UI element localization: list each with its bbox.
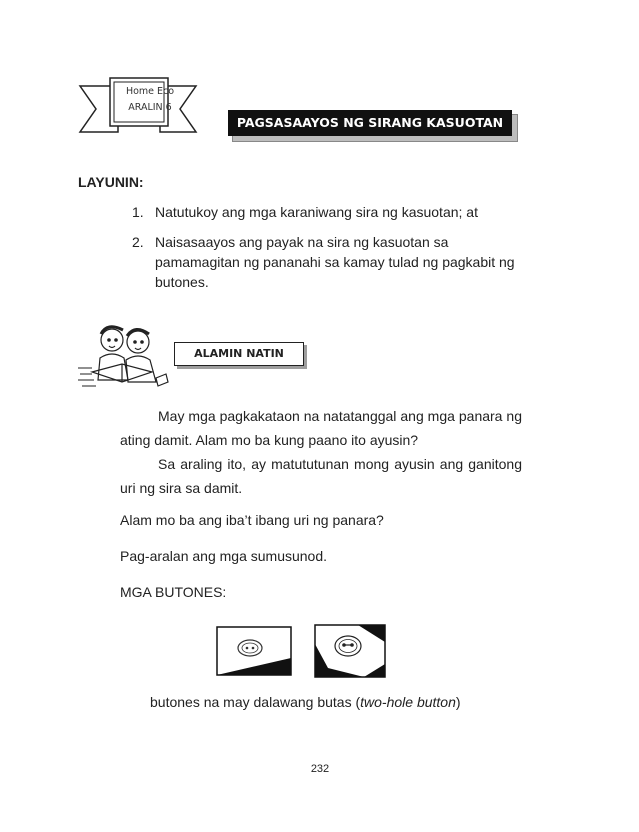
paragraph-instruction: Pag-aralan ang mga sumusunod. [120, 548, 328, 564]
caption-text: butones na may dalawang butas ( [150, 694, 361, 710]
button-caption [150, 694, 461, 710]
section-label-alamin-natin: ALAMIN NATIN [174, 342, 304, 366]
ribbon-subject: Home Eco [125, 86, 175, 97]
paragraph-lesson: Sa araling ito, ay matututunan mong ayusin ang ganitong uri ng sira sa damit. [120, 456, 522, 496]
paragraph-intro: May mga pagkakataon na natatanggal ang mga panara ng ating damit. Alam mo ba kung paano ito ayusin? [120, 408, 522, 448]
objective-number: 2. [132, 234, 144, 250]
objectives-heading: LAYUNIN: [78, 174, 144, 190]
two-hole-button-front-image [216, 626, 292, 676]
children-reading-illustration [76, 318, 170, 392]
subheading-butones: MGA BUTONES: [120, 584, 227, 600]
two-hole-button-sewn-image [314, 624, 386, 678]
lesson-title: PAGSASAAYOS NG SIRANG KASUOTAN [228, 110, 512, 136]
page-number: 232 [310, 763, 330, 775]
caption-close-paren: ) [455, 694, 461, 710]
paragraph-question: Alam mo ba ang iba’t ibang uri ng panara? [120, 512, 384, 528]
objective-text: Natutukoy ang mga karaniwang sira ng kasuotan; at [155, 204, 478, 220]
caption-english-term: two-hole button [360, 694, 456, 710]
objective-text: Naisasaayos ang payak na sira ng kasuotan sa pamamagitan ng pananahi sa kamay tulad ng pagkabit ng butones. [155, 234, 515, 290]
ribbon-lesson-number: ARALIN 6 [128, 102, 172, 113]
objective-number: 1. [132, 204, 144, 220]
